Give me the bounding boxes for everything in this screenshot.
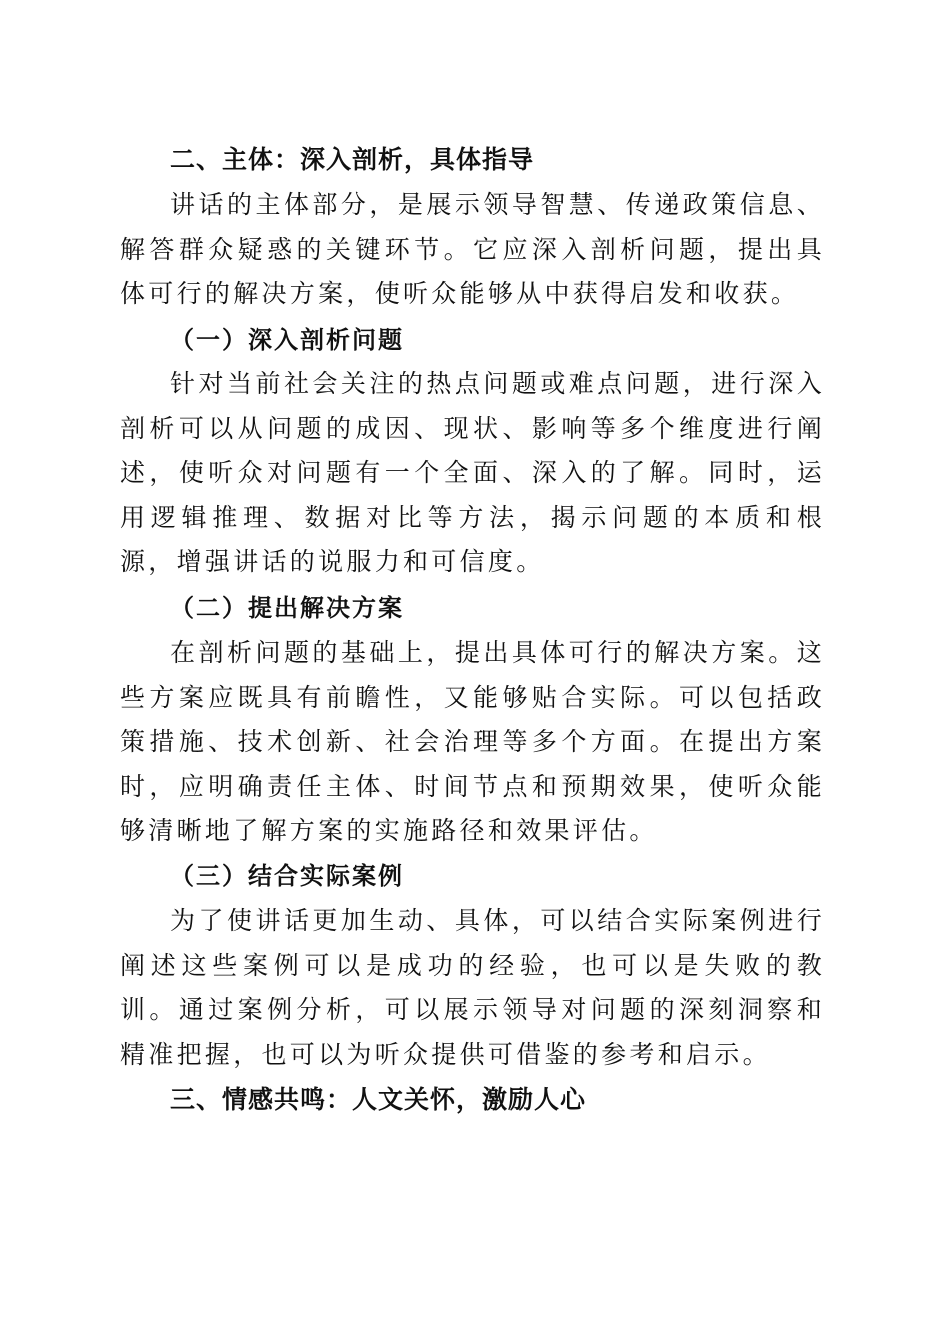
section-2-intro-paragraph: 讲话的主体部分，是展示领导智慧、传递政策信息、解答群众疑惑的关键环节。它应深入剖析问题，提出具体可行的解决方案，使听众能够从中获得启发和收获。 [120,190,825,308]
subsection-3-paragraph: 为了使讲话更加生动、具体，可以结合实际案例进行阐述这些案例可以是成功的经验，也可以是失败的教训。通过案例分析，可以展示领导对问题的深刻洞察和精准把握，也可以为听众提供可借鉴的参考和启示。 [120,906,825,1069]
section-3-heading: 三、情感共鸣：人文关怀，激励人心 [170,1085,587,1114]
subsection-2-paragraph: 在剖析问题的基础上，提出具体可行的解决方案。这些方案应既具有前瞻性，又能够贴合实际。可以包括政策措施、技术创新、社会治理等多个方面。在提出方案时，应明确责任主体、时间节点和预期效果，使听众能够清晰地了解方案的实施路径和效果评估。 [120,638,825,845]
subsection-2-title: （二）提出解决方案 [170,593,404,622]
subsection-1-paragraph: 针对当前社会关注的热点问题或难点问题，进行深入剖析可以从问题的成因、现状、影响等多个维度进行阐述，使听众对问题有一个全面、深入的了解。同时，运用逻辑推理、数据对比等方法，揭示问题的本质和根源，增强讲话的说服力和可信度。 [120,369,825,576]
section-2-heading: 二、主体：深入剖析，具体指导 [170,145,535,174]
subsection-1-title: （一）深入剖析问题 [170,325,404,354]
subsection-3-title: （三）结合实际案例 [170,861,404,890]
